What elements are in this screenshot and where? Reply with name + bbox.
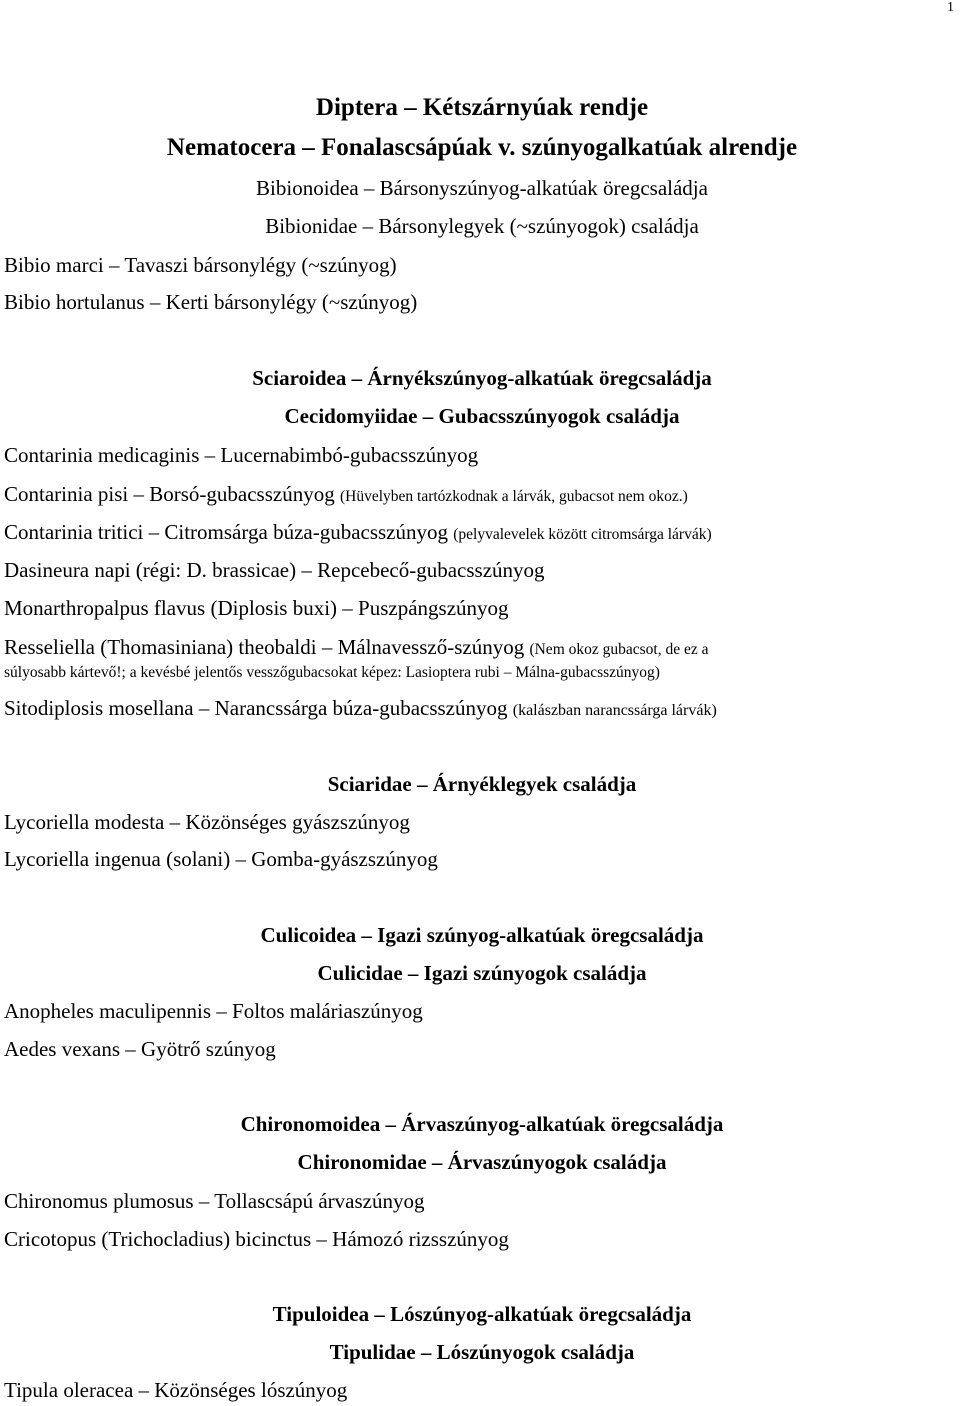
- species-line: Chironomus plumosus – Tollascsápú árvaszúnyog: [4, 1189, 425, 1213]
- family-heading-cecidomyiidae: Cecidomyiidae – Gubacsszúnyogok családja: [284, 404, 680, 428]
- suborder-title: Nematocera – Fonalascsápúak v. szúnyogalkatúak alrendje: [166, 134, 798, 161]
- superfamily-heading-bibionoidea: Bibionoidea – Bársonyszúnyog-alkatúak öregcsaládja: [256, 176, 708, 200]
- species-line: Bibio hortulanus – Kerti bársonylégy (~szúnyog): [4, 290, 418, 314]
- superfamily-heading-sciaroidea: Sciaroidea – Árnyékszúnyog-alkatúak öregcsaládja: [252, 366, 712, 390]
- family-heading-chironomidae: Chironomidae – Árvaszúnyogok családja: [297, 1150, 667, 1174]
- species-line: Contarinia medicaginis – Lucernabimbó-gubacsszúnyog: [4, 443, 479, 467]
- species-note: (Hüvelyben tartózkodnak a lárvák, gubacsot nem okoz.): [339, 488, 688, 505]
- species-line: Bibio marci – Tavaszi bársonylégy (~szúnyog): [4, 253, 397, 277]
- order-title: Diptera – Kétszárnyúak rendje: [315, 94, 649, 121]
- superfamily-heading-chironomoidea: Chironomoidea – Árvaszúnyog-alkatúak öregcsaládja: [240, 1112, 724, 1136]
- species-note: (kalászban narancssárga lárvák): [512, 702, 717, 719]
- species-line: Monarthropalpus flavus (Diplosis buxi) – Puszpángszúnyog: [4, 596, 509, 620]
- page-number: 1: [947, 0, 954, 15]
- superfamily-heading-tipuloidea: Tipuloidea – Lószúnyog-alkatúak öregcsaládja: [272, 1302, 692, 1326]
- family-heading-tipulidae: Tipulidae – Lószúnyogok családja: [329, 1340, 635, 1364]
- family-heading-bibionidae: Bibionidae – Bársonylegyek (~szúnyogok) családja: [265, 214, 699, 238]
- species-line: Contarinia pisi – Borsó-gubacsszúnyog (Hüvelyben tartózkodnak a lárvák, gubacsot nem okoz.): [4, 482, 688, 506]
- species-note: (Nem okoz gubacsot, de ez a: [529, 641, 709, 658]
- species-note: súlyosabb kártevő!; a kevésbé jelentős vesszőgubacsokat képez: Lasioptera rubi – Málna-gubacsszúnyog): [4, 664, 660, 681]
- species-line: Dasineura napi (régi: D. brassicae) – Repcebecő-gubacsszúnyog: [4, 558, 545, 582]
- species-line: Cricotopus (Trichocladius) bicinctus – Hámozó rizsszúnyog: [4, 1227, 509, 1251]
- species-line: Aedes vexans – Gyötrő szúnyog: [4, 1037, 276, 1061]
- species-note: (pelyvalevelek között citromsárga lárvák): [453, 526, 712, 543]
- species-line: Resseliella (Thomasiniana) theobaldi – Málnavessző-szúnyog (Nem okoz gubacsot, de ez a: [4, 635, 709, 659]
- species-line: Tipula oleracea – Közönséges lószúnyog: [4, 1378, 348, 1402]
- species-line: Lycoriella modesta – Közönséges gyászszúnyog: [4, 810, 410, 834]
- species-line: Contarinia tritici – Citromsárga búza-gubacsszúnyog (pelyvalevelek között citromsárga lárvák): [4, 520, 712, 544]
- species-line: Sitodiplosis mosellana – Narancssárga búza-gubacsszúnyog (kalászban narancssárga lárvák): [4, 696, 717, 720]
- species-line: Lycoriella ingenua (solani) – Gomba-gyászszúnyog: [4, 847, 438, 871]
- superfamily-heading-culicoidea: Culicoidea – Igazi szúnyog-alkatúak öregcsaládja: [260, 923, 704, 947]
- family-heading-culicidae: Culicidae – Igazi szúnyogok családja: [317, 961, 647, 985]
- species-line: Anopheles maculipennis – Foltos maláriaszúnyog: [4, 999, 423, 1023]
- family-heading-sciaridae: Sciaridae – Árnyéklegyek családja: [327, 772, 637, 796]
